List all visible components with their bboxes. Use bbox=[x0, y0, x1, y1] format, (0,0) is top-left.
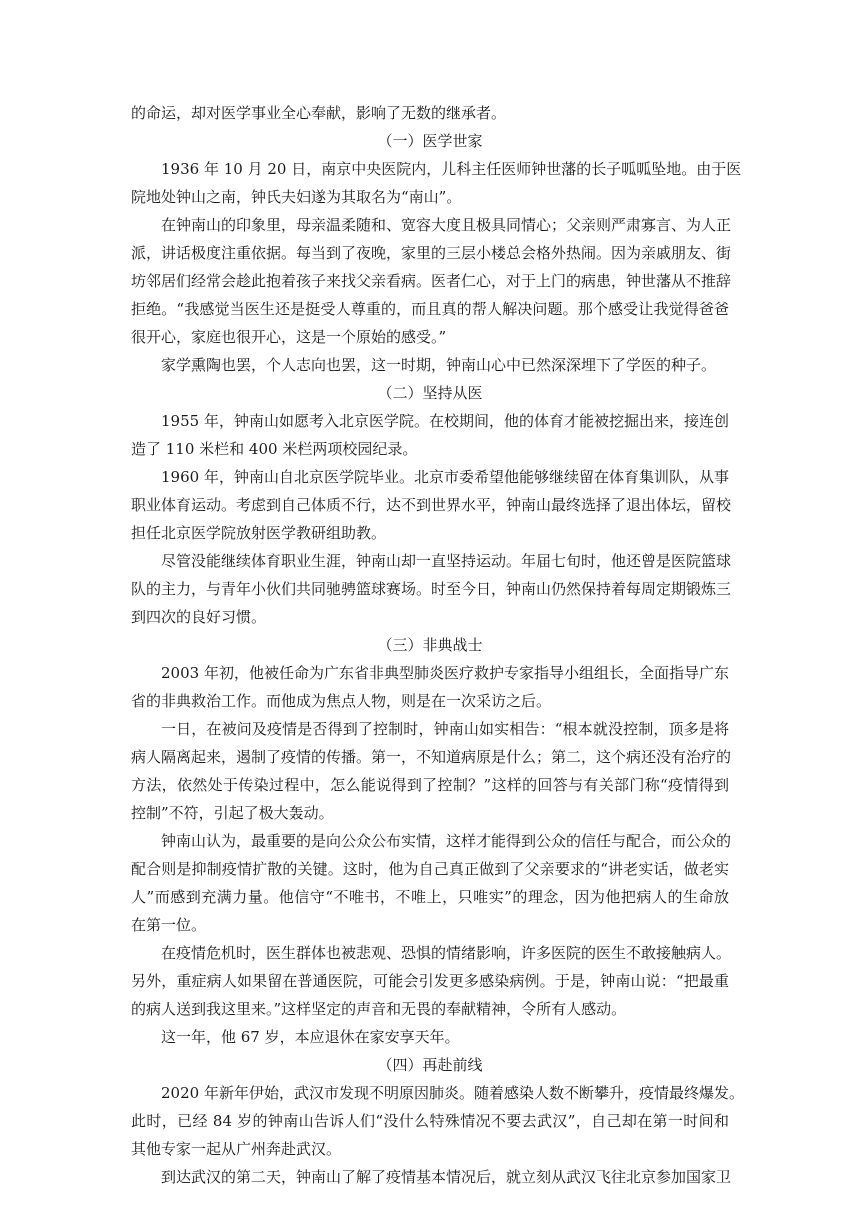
section-heading-2: （二）坚持从医 bbox=[377, 384, 483, 402]
text-line: 的命运，却对医学事业全心奉献，影响了无数的继承者。 bbox=[131, 104, 507, 122]
text-line: 很开心，家庭也很开心，这是一个原始的感受。” bbox=[131, 328, 447, 346]
text-line: 担任北京医学院放射医学教研组助教。 bbox=[131, 524, 387, 542]
text-line: 到四次的良好习惯。 bbox=[131, 608, 267, 626]
text-line: 1955 年，钟南山如愿考入北京医学院。在校期间，他的体育才能被挖掘出来，接连创 bbox=[161, 412, 729, 430]
text-line: 另外，重症病人如果留在普通医院，可能会引发更多感染病例。于是，钟南山说：“把最重 bbox=[131, 972, 729, 990]
text-line: 1960 年，钟南山自北京医学院毕业。北京市委希望他能够继续留在体育集训队，从事 bbox=[161, 468, 729, 486]
text-line: 方法，依然处于传染过程中，怎么能说得到了控制？”这样的回答与有关部门称“疫情得到 bbox=[131, 776, 729, 794]
text-line: 控制”不符，引起了极大轰动。 bbox=[131, 804, 334, 822]
text-line: 这一年，他 67 岁，本应退休在家安享天年。 bbox=[161, 1028, 460, 1046]
text-line: 的病人送到我这里来。”这样坚定的声音和无畏的奉献精神，令所有人感动。 bbox=[131, 1000, 627, 1018]
text-line: 人”而感到充满力量。他信守“不唯书，不唯上，只唯实”的理念，因为他把病人的生命放 bbox=[131, 888, 729, 906]
text-line: 钟南山认为，最重要的是向公众公布实情，这样才能得到公众的信任与配合，而公众的 bbox=[161, 832, 732, 850]
text-line: 坊邻居们经常会趁此抱着孩子来找父亲看病。医者仁心，对于上门的病患，钟世藩从不推辞 bbox=[131, 272, 732, 290]
text-line: 在钟南山的印象里，母亲温柔随和、宽容大度且极具同情心；父亲则严肃寡言、为人正 bbox=[161, 216, 732, 234]
section-heading-1: （一）医学世家 bbox=[377, 132, 483, 150]
text-line: 配合则是抑制疫情扩散的关键。这时，他为自己真正做到了父亲要求的“讲老实话，做老实 bbox=[131, 860, 729, 878]
text-line: 派，讲话极度注重依据。每当到了夜晚，家里的三层小楼总会格外热闹。因为亲戚朋友、街 bbox=[131, 244, 732, 262]
text-line: 造了 110 米栏和 400 米栏两项校园纪录。 bbox=[131, 440, 418, 458]
text-line: 拒绝。“我感觉当医生还是挺受人尊重的，而且真的帮人解决问题。那个感受让我觉得爸爸 bbox=[131, 300, 729, 318]
text-line: 2020 年新年伊始，武汉市发现不明原因肺炎。随着感染人数不断攀升，疫情最终爆发。 bbox=[161, 1084, 744, 1102]
section-heading-4: （四）再赴前线 bbox=[377, 1056, 483, 1074]
text-line: 1936 年 10 月 20 日，南京中央医院内，儿科主任医师钟世藩的长子呱呱坠地。由于医 bbox=[161, 160, 742, 178]
text-line: 省的非典救治工作。而他成为焦点人物，则是在一次采访之后。 bbox=[131, 692, 552, 710]
text-line: 院地处钟山之南，钟氏夫妇遂为其取名为“南山”。 bbox=[131, 188, 462, 206]
text-line: 在第一位。 bbox=[131, 916, 207, 934]
text-line: 队的主力，与青年小伙们共同驰骋篮球赛场。时至今日，钟南山仍然保持着每周定期锻炼三 bbox=[131, 580, 732, 598]
text-line: 在疫情危机时，医生群体也被悲观、恐惧的情绪影响，许多医院的医生不敢接触病人。 bbox=[161, 944, 732, 962]
text-line: 尽管没能继续体育职业生涯，钟南山却一直坚持运动。年届七旬时，他还曾是医院篮球 bbox=[161, 552, 732, 570]
text-line: 一日，在被问及疫情是否得到了控制时，钟南山如实相告：“根本就没控制，顶多是将 bbox=[161, 720, 729, 738]
text-line: 2003 年初，他被任命为广东省非典型肺炎医疗救护专家指导小组组长，全面指导广东 bbox=[161, 664, 729, 682]
text-line: 家学熏陶也罢，个人志向也罢，这一时期，钟南山心中已然深深埋下了学医的种子。 bbox=[161, 356, 717, 374]
section-heading-3: （三）非典战士 bbox=[377, 636, 483, 654]
text-line: 此时，已经 84 岁的钟南山告诉人们“没什么特殊情况不要去武汉”，自己却在第一时间和 bbox=[131, 1112, 729, 1130]
text-line: 其他专家一起从广州奔赴武汉。 bbox=[131, 1140, 342, 1158]
text-line: 职业体育运动。考虑到自己体质不行，达不到世界水平，钟南山最终选择了退出体坛，留校 bbox=[131, 496, 732, 514]
text-line: 病人隔离起来，遏制了疫情的传播。第一，不知道病原是什么；第二，这个病还没有治疗的 bbox=[131, 748, 732, 766]
text-line: 到达武汉的第二天，钟南山了解了疫情基本情况后，就立刻从武汉飞往北京参加国家卫 bbox=[161, 1168, 732, 1186]
